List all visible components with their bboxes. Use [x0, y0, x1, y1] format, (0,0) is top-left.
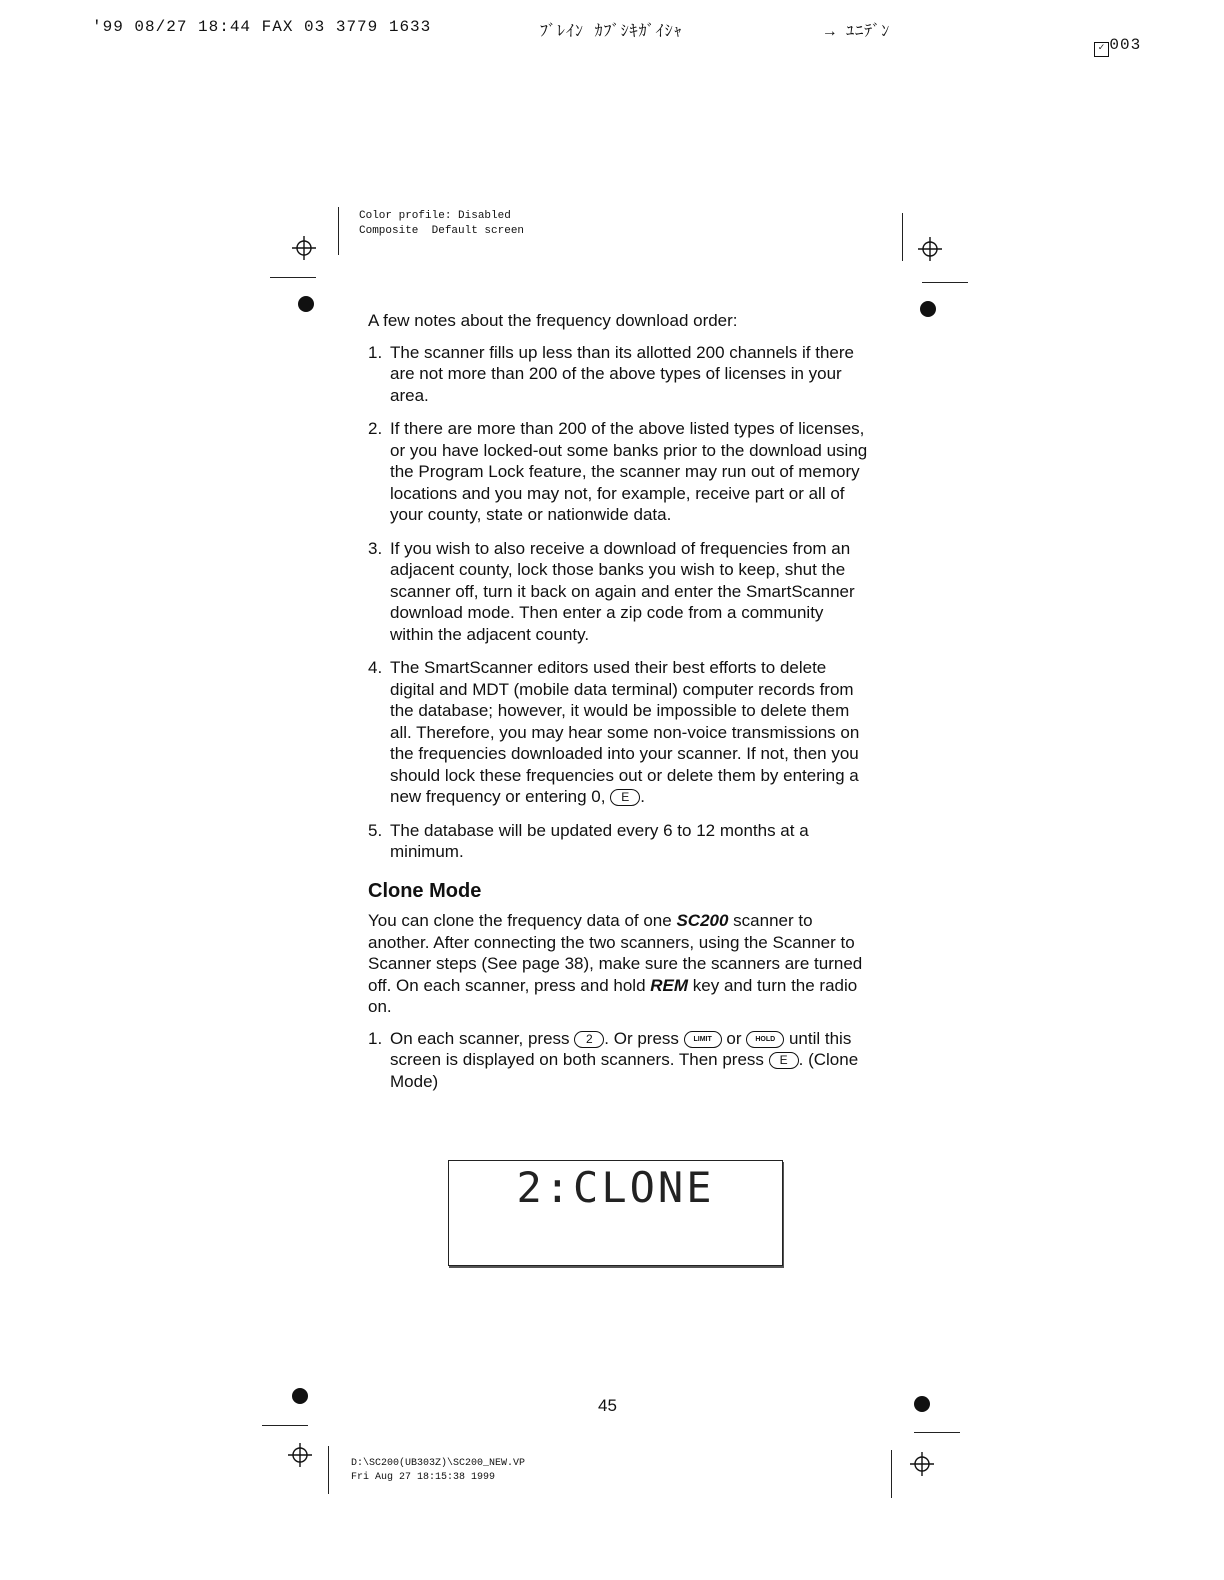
crosshair-icon — [910, 1452, 934, 1476]
registration-rule — [328, 1446, 329, 1494]
fax-page-number — [1052, 18, 1141, 75]
list-item — [368, 657, 868, 808]
para-text: scanner to another. After connecting the two scanners, using the Scanner to Scanner steps (See page 38), make sure the scanners are turned off. On each scanner, press and hold — [368, 911, 863, 995]
list-item — [368, 538, 868, 646]
clone-steps — [368, 1028, 868, 1093]
lcd-text: 2:CLONE — [516, 1163, 715, 1212]
list-text: The SmartScanner editors used their best efforts to delete digital and MDT (mobile data terminal) computer records from the database; however, it would be impossible to delete them all. Therefore, you may hear some non-voice transmissions on the frequencies downloaded into your scanner. If not, then you should lock these frequencies out or delete them by entering a new frequency or entering 0, — [390, 658, 860, 806]
list-number: 1. — [368, 1028, 383, 1048]
list-number: 3. — [368, 538, 383, 558]
step-text: until this screen is displayed on both scanners. Then press — [390, 1028, 852, 1069]
two-key-icon: 2 — [574, 1031, 604, 1048]
registration-rule — [891, 1450, 892, 1498]
list-number: 2. — [368, 419, 383, 438]
notes-intro: A few notes about the frequency download order: — [368, 311, 738, 330]
color-profile-line: Color profile: Disabled — [359, 210, 511, 222]
list-number: 5. — [368, 820, 383, 840]
model-name: SC200 — [676, 911, 729, 930]
list-item — [368, 820, 868, 863]
fax-timestamp-line: '99 08/27 18:44 FAX 03 3779 1633 — [92, 18, 432, 36]
limit-key-icon: LIMIT — [684, 1031, 722, 1048]
e-key-icon: E — [610, 789, 640, 806]
file-path-line: D:\SC200(UB303Z)\SC200_NEW.VP — [351, 1458, 526, 1469]
hold-key-icon: HOLD — [746, 1031, 784, 1048]
list-text: The scanner fills up less than its allotted 200 channels if there are not more than 200 of the above types of licenses in your area. — [390, 342, 854, 405]
clone-mode-heading: Clone Mode — [368, 879, 482, 902]
notes-list — [368, 342, 868, 863]
rem-key-label: REM — [650, 975, 689, 995]
list-text-end: . — [640, 787, 645, 806]
fax-header — [0, 18, 1224, 54]
list-number: 1. — [368, 342, 383, 362]
list-item — [368, 418, 868, 526]
main-content — [368, 310, 868, 1104]
step-text: . Or press — [604, 1028, 679, 1048]
list-number: 4. — [368, 658, 383, 677]
clone-mode-paragraph — [368, 910, 868, 1018]
page-number: 45 — [598, 1396, 617, 1415]
file-date-line: Fri Aug 27 18:15:38 1999 — [351, 1472, 496, 1483]
fax-route: → ﾕﾆﾃﾞﾝ — [825, 23, 891, 41]
e-key-icon: E — [769, 1052, 799, 1069]
registration-dot-icon — [920, 301, 936, 317]
para-text: key and turn the radio on. — [368, 975, 858, 1016]
list-text: If you wish to also receive a download of frequencies from an adjacent county, lock those banks you wish to keep, shut the scanner off, turn it back on again and enter the SmartScanner download mode. Then enter a zip code from a community within the adjacent county. — [390, 538, 855, 644]
crosshair-icon — [292, 236, 316, 260]
fax-page-icon: ✓ — [1094, 42, 1109, 57]
registration-rule — [338, 207, 339, 255]
registration-rule — [262, 1425, 308, 1426]
lcd-display — [448, 1160, 783, 1266]
list-text: If there are more than 200 of the above listed types of licenses, or you have locked-out some banks prior to the download using the Program Lock feature, the scanner may run out of memory locations and you may not, for example, receive part or all of your county, state or nationwide data. — [390, 419, 868, 524]
list-item — [368, 1028, 868, 1093]
list-text: The database will be updated every 6 to 12 months at a minimum. — [390, 820, 809, 861]
registration-dot-icon — [298, 296, 314, 312]
prepress-info-top — [359, 209, 524, 239]
step-text: . (Clone Mode) — [390, 1050, 859, 1091]
crosshair-icon — [288, 1443, 312, 1467]
step-text: On each scanner, press — [390, 1028, 570, 1048]
registration-dot-icon — [914, 1396, 930, 1412]
composite-line: Composite Default screen — [359, 225, 525, 237]
registration-rule — [914, 1432, 960, 1433]
registration-rule — [922, 282, 968, 283]
registration-dot-icon — [292, 1388, 308, 1404]
para-text: You can clone the frequency data of one — [368, 911, 672, 930]
fax-page-value: 003 — [1109, 36, 1142, 54]
fax-sender: ﾌﾞﾚｲﾝ ｶﾌﾞｼｷｶﾞｲｼｬ — [540, 23, 683, 41]
registration-rule — [270, 277, 316, 278]
crosshair-icon — [918, 237, 942, 261]
step-text: or — [726, 1028, 742, 1048]
prepress-info-bottom — [351, 1457, 525, 1485]
registration-rule — [902, 213, 903, 261]
list-item — [368, 342, 868, 407]
